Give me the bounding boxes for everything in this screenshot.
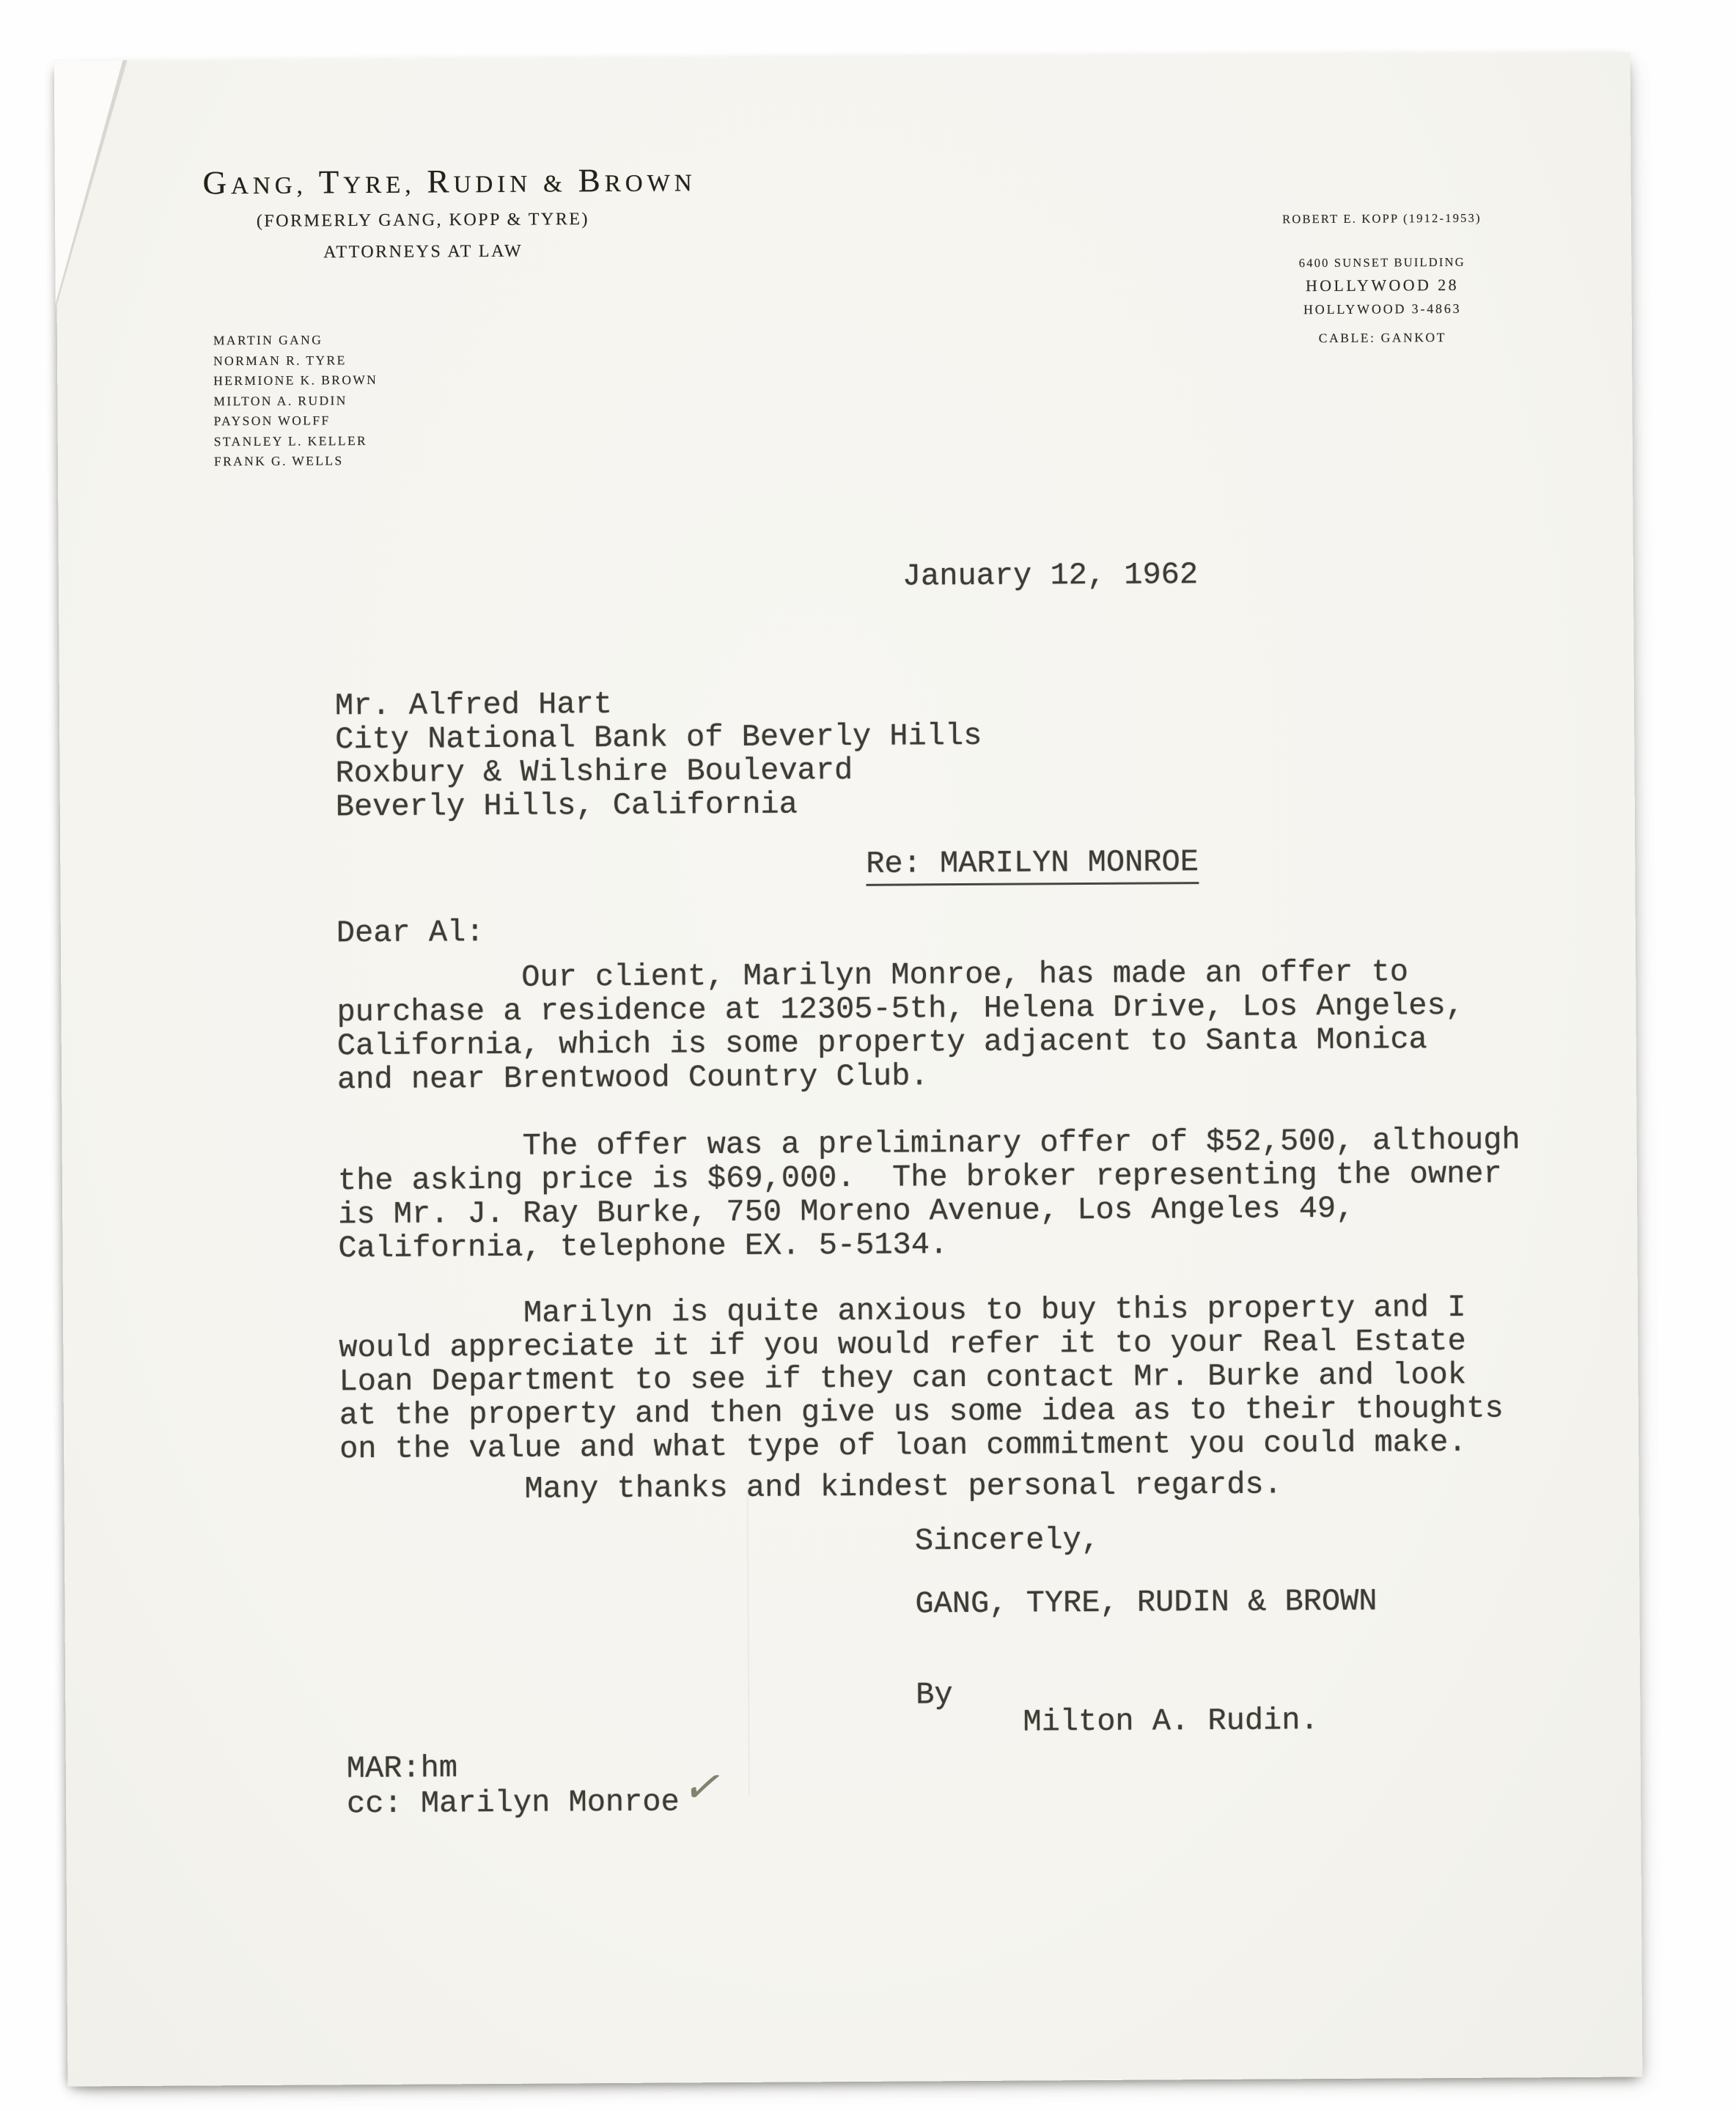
recipient-address: Mr. Alfred Hart City National Bank of Beverly Hills Roxbury & Wilshire Boulevard Beverly Hills, California — [334, 686, 982, 825]
reference-initials: MAR:hm — [346, 1750, 458, 1787]
attorney-name: FRANK G. WELLS — [213, 453, 344, 469]
cc-line: cc: Marilyn Monroe — [346, 1784, 680, 1822]
body-paragraph-3: Marilyn is quite anxious to buy this property and I would appreciate it if you would refer it to your Real Estate Loan Department to see if they can contact Mr. Burke and look at the property and then give us some idea as to their thoughts on the value and what type of loan commitment you could make. — [338, 1289, 1504, 1467]
firm-word: & — [543, 171, 567, 198]
attorney-name: STANLEY L. KELLER — [213, 432, 368, 449]
cc-checkmark: ✓ — [678, 1758, 731, 1815]
office-city: HOLLYWOOD 28 — [1305, 275, 1460, 295]
office-address: 6400 SUNSET BUILDING — [1298, 254, 1465, 270]
closing-thanks: Many thanks and kindest personal regards. — [339, 1467, 1283, 1508]
attorney-list — [213, 330, 378, 472]
salutation: Dear Al: — [336, 915, 485, 951]
firm-word: BROWN — [578, 162, 696, 199]
office-info — [1177, 210, 1588, 347]
closing-sincerely: Sincerely, — [914, 1522, 1100, 1559]
paper-crease — [746, 1487, 750, 1795]
attorney-name: NORMAN R. TYRE — [213, 352, 347, 368]
letter-paper — [56, 52, 1643, 2086]
firm-name — [196, 161, 696, 202]
former-firm-name: (FORMERLY GANG, KOPP & TYRE) — [256, 210, 590, 231]
attorney-name: MARTIN GANG — [213, 332, 323, 348]
subject-text: Re: MARILYN MONROE — [866, 844, 1199, 886]
firm-word: TYRE, — [318, 163, 416, 201]
subject-line — [866, 845, 1199, 881]
memorial-line: ROBERT E. KOPP (1912-1953) — [1282, 210, 1482, 226]
attorney-name: HERMIONE K. BROWN — [213, 372, 378, 388]
attorney-name: PAYSON WOLFF — [213, 413, 331, 429]
attorneys-at-law-tagline: ATTORNEYS AT LAW — [323, 241, 523, 262]
attorney-name: MILTON A. RUDIN — [213, 392, 347, 408]
closing-firm-name: GANG, TYRE, RUDIN & BROWN — [915, 1583, 1378, 1622]
date-line: January 12, 1962 — [902, 557, 1199, 594]
office-cable: CABLE: GANKOT — [1318, 330, 1447, 346]
firm-word: RUDIN — [427, 163, 532, 200]
body-paragraph-2: The offer was a preliminary offer of $52,500, although the asking price is $69,000. The broker representing the owner is Mr. J. Ray Burke, 750 Moreno Avenue, Los Angeles 49, California, telephone EX. 5-5134. — [337, 1122, 1520, 1267]
signer-name: Milton A. Rudin. — [1023, 1703, 1319, 1740]
body-paragraph-1: Our client, Marilyn Monroe, has made an offer to purchase a residence at 12305-5th, Helena Drive, Los Angeles, California, which is some property adjacent to Santa Monica and near Brentwood Country Club. — [336, 954, 1465, 1098]
firm-word: GANG, — [202, 164, 307, 202]
office-phone: HOLLYWOOD 3-4863 — [1303, 301, 1462, 317]
letterhead — [196, 161, 696, 264]
by-label: By — [916, 1677, 953, 1713]
